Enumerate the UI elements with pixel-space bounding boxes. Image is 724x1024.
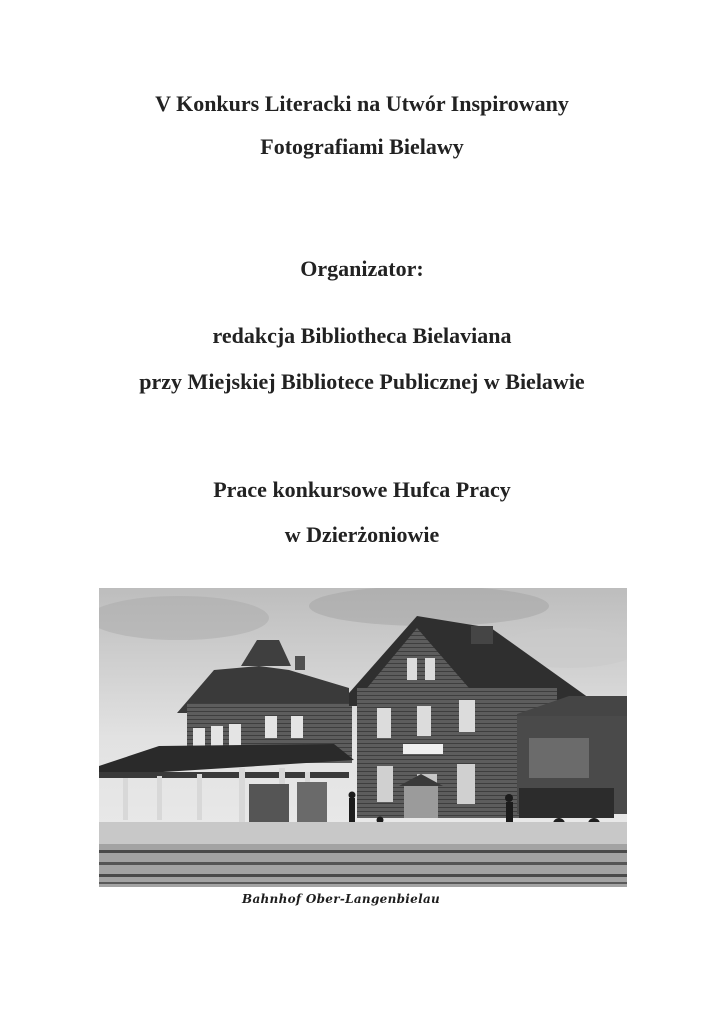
organizer-line-1: redakcja Bibliotheca Bielaviana — [212, 323, 512, 348]
works-line-2: w Dzierżoniowie — [284, 522, 440, 547]
organizer-heading: Organizator: — [300, 256, 424, 281]
title-line-1: V Konkurs Literacki na Utwór Inspirowany — [155, 91, 569, 116]
title-line-2: Fotografiami Bielawy — [260, 134, 464, 159]
works-line-1: Prace konkursowe Hufca Pracy — [213, 477, 511, 502]
photo-caption: Bahnhof Ober-Langenbielau — [242, 892, 441, 906]
organizer-line-2: przy Miejskiej Bibliotece Publicznej w Bielawie — [139, 369, 585, 394]
railway-station-photo — [99, 588, 627, 887]
